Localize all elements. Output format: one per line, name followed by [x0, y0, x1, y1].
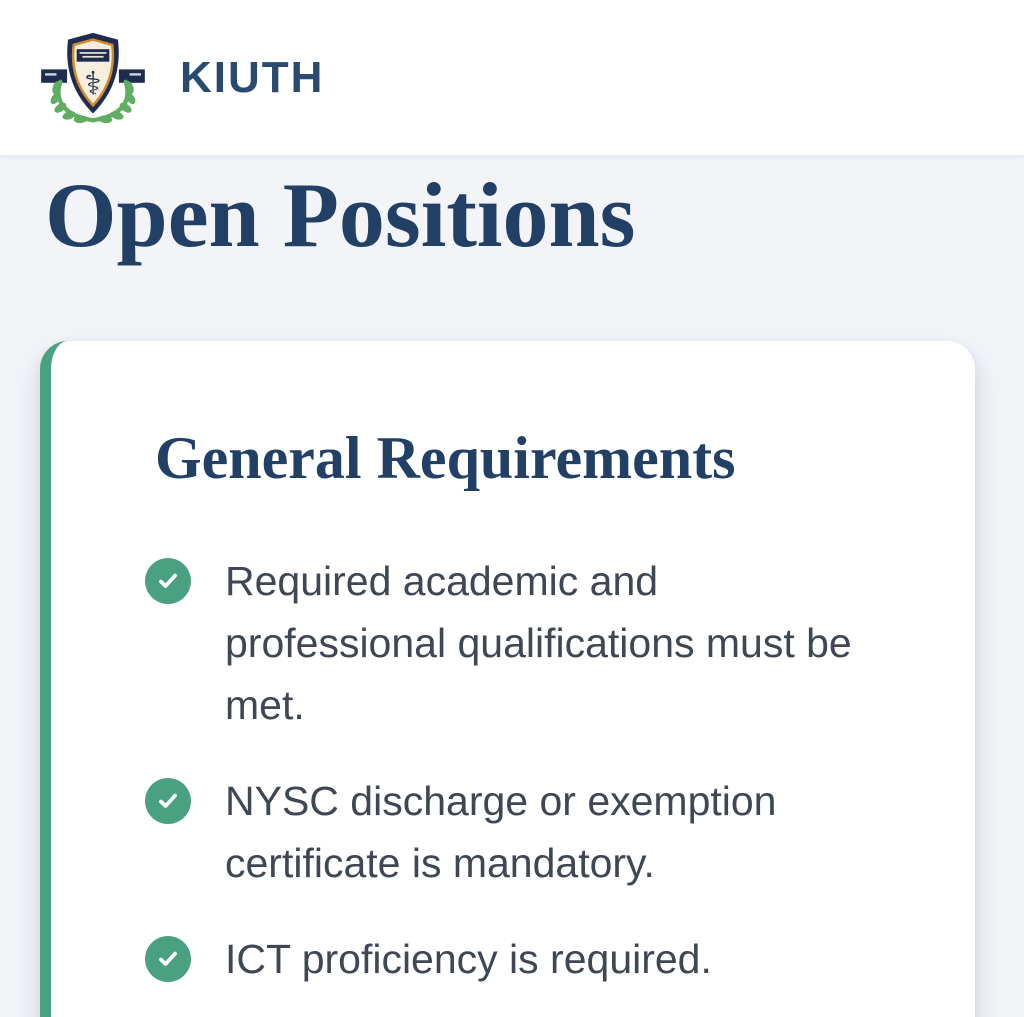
requirement-item: [145, 770, 885, 894]
requirement-text: Required academic and professional qualifications must be met.: [225, 558, 852, 728]
requirement-text: NYSC discharge or exemption certificate is mandatory.: [225, 778, 777, 886]
main-section: [0, 155, 1024, 1017]
crest-ribbon-right: [119, 69, 145, 82]
brand-name: KIUTH: [180, 52, 325, 102]
page-title: Open Positions: [45, 164, 636, 266]
crest-ribbon-left: [41, 69, 67, 82]
requirements-list: [145, 550, 885, 990]
check-circle-icon: [145, 778, 191, 824]
general-requirements-card: [40, 341, 975, 1017]
check-circle-icon: [145, 936, 191, 982]
caduceus-icon: ⚕: [84, 63, 102, 102]
app-header: [0, 0, 1024, 155]
requirement-item: [145, 928, 885, 990]
requirement-text: ICT proficiency is required.: [225, 936, 712, 982]
kiuth-crest-logo-icon: [40, 30, 146, 126]
check-circle-icon: [145, 558, 191, 604]
requirement-item: [145, 550, 885, 736]
card-heading: General Requirements: [155, 425, 736, 491]
crest-banner: [77, 49, 110, 61]
